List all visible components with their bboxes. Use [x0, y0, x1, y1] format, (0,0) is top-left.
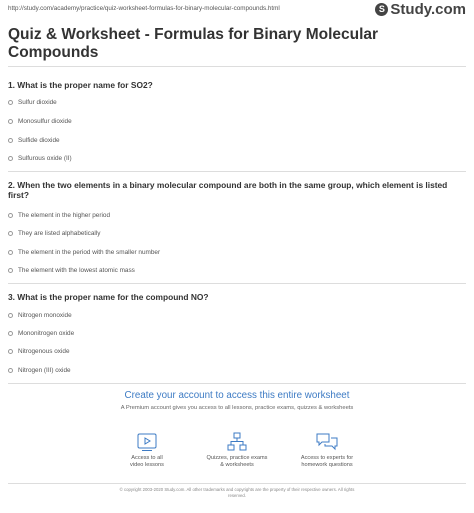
q1-option-4[interactable]: Sulfurous oxide (II) — [8, 155, 72, 162]
question-divider — [8, 383, 466, 384]
q3-option-2[interactable]: Mononitrogen oxide — [8, 330, 74, 337]
radio-button[interactable] — [8, 331, 13, 336]
radio-button[interactable] — [8, 368, 13, 373]
feature-experts: Access to experts for homework questions — [272, 432, 382, 469]
radio-button[interactable] — [8, 213, 13, 218]
question-3: 3. What is the proper name for the compound NO? — [8, 292, 209, 302]
footer-copyright: © copyright 2003-2020 Study.com. All other trademarks and copyrights are the property of their respective owners. All rights reserved. — [119, 487, 355, 498]
study-logo-icon: S — [375, 3, 388, 16]
radio-button[interactable] — [8, 231, 13, 236]
video-play-icon — [136, 432, 158, 452]
q2-option-4[interactable]: The element with the lowest atomic mass — [8, 267, 135, 274]
radio-button[interactable] — [8, 349, 13, 354]
q3-option-4[interactable]: Nitrogen (III) oxide — [8, 367, 71, 374]
title-divider — [8, 66, 466, 67]
page-title: Quiz & Worksheet - Formulas for Binary Molecular Compounds — [8, 26, 379, 61]
radio-button[interactable] — [8, 100, 13, 105]
radio-button[interactable] — [8, 138, 13, 143]
radio-button[interactable] — [8, 119, 13, 124]
question-divider — [8, 283, 466, 284]
question-divider — [8, 171, 466, 172]
q2-option-1[interactable]: The element in the higher period — [8, 212, 110, 219]
q1-option-2[interactable]: Monosulfur dioxide — [8, 118, 72, 125]
question-2: 2. When the two elements in a binary molecular compound are both in the same group, which element is listed first? — [8, 180, 448, 200]
feature-video-lessons: Access to all video lessons — [92, 432, 202, 469]
radio-button[interactable] — [8, 250, 13, 255]
footer-divider — [8, 483, 466, 484]
study-logo-text: Study.com — [390, 1, 466, 18]
q2-option-3[interactable]: The element in the period with the smaller number — [8, 249, 160, 256]
study-logo[interactable] — [375, 1, 466, 18]
radio-button[interactable] — [8, 156, 13, 161]
feature-quizzes: Quizzes, practice exams & worksheets — [182, 432, 292, 469]
radio-button[interactable] — [8, 268, 13, 273]
q3-option-3[interactable]: Nitrogenous oxide — [8, 348, 70, 355]
top-bar — [0, 0, 474, 22]
cta-subtitle: A Premium account gives you access to all lessons, practice exams, quizzes & worksheets — [120, 405, 354, 411]
radio-button[interactable] — [8, 313, 13, 318]
question-1: 1. What is the proper name for SO2? — [8, 80, 153, 90]
q2-option-2[interactable]: They are listed alphabetically — [8, 230, 100, 237]
q3-option-1[interactable]: Nitrogen monoxide — [8, 312, 72, 319]
q1-option-1[interactable]: Sulfur dioxide — [8, 99, 57, 106]
cta-title[interactable]: Create your account to access this entire worksheet — [124, 390, 350, 401]
page-url[interactable]: http://study.com/academy/practice/quiz-worksheet-formulas-for-binary-molecular-compounds.html — [8, 5, 280, 12]
quiz-hierarchy-icon — [226, 432, 248, 452]
q1-option-3[interactable]: Sulfide dioxide — [8, 137, 60, 144]
chat-bubbles-icon — [315, 432, 339, 452]
